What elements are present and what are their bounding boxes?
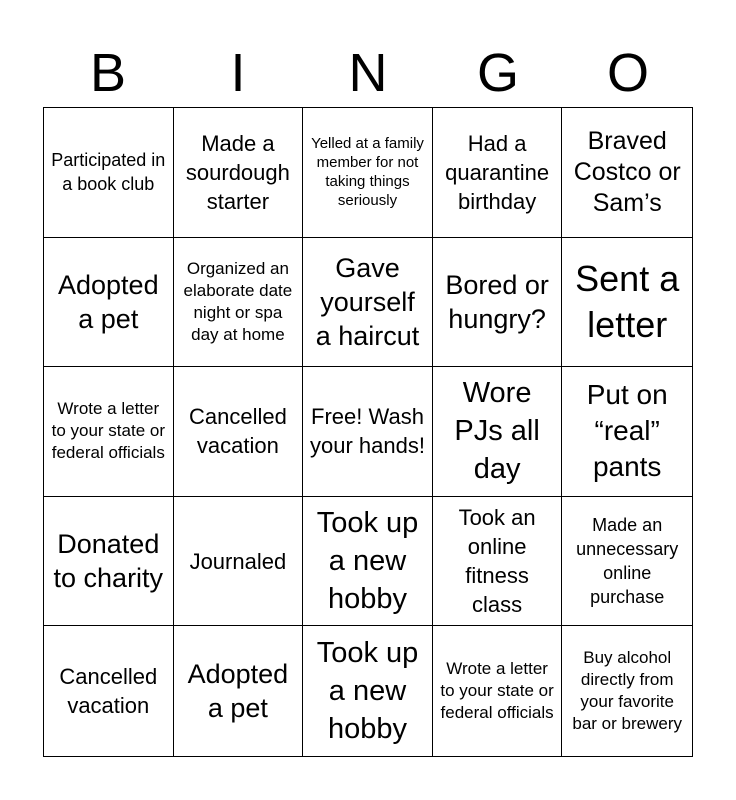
header-letter-g: G: [476, 43, 519, 103]
bingo-cell[interactable]: [44, 367, 174, 497]
free-space-cell[interactable]: [303, 367, 433, 497]
cell-text: Free! Wash your hands!: [310, 404, 425, 459]
cell-text: Took an online fitness class: [458, 505, 536, 618]
bingo-cell[interactable]: [174, 108, 304, 238]
bingo-cell[interactable]: [433, 626, 563, 756]
cell-text: Wore PJs all day: [454, 377, 540, 486]
bingo-cell[interactable]: [433, 367, 563, 497]
bingo-cell[interactable]: [303, 497, 433, 627]
header-letter-b: B: [89, 43, 127, 103]
cell-text: Sent a letter: [575, 257, 680, 345]
cell-text: Buy alcohol directly from your favorite bar or brewery: [572, 648, 682, 734]
header-letter-n: N: [348, 43, 388, 103]
cell-text: Took up a new hobby: [316, 507, 419, 616]
cell-text: Organized an elaborate date night or spa day at home: [183, 258, 293, 344]
cell-text: Braved Costco or Sam’s: [573, 126, 681, 217]
cell-text: Wrote a letter to your state or federal officials: [51, 399, 165, 463]
cell-text: Cancelled vacation: [188, 404, 287, 459]
bingo-cell[interactable]: [562, 626, 692, 756]
bingo-cell[interactable]: [174, 238, 304, 368]
bingo-cell[interactable]: [44, 497, 174, 627]
cell-text: Adopted a pet: [187, 659, 289, 724]
cell-text: Adopted a pet: [58, 269, 159, 334]
cell-text: Bored or hungry?: [445, 269, 549, 334]
cell-text: Made a sourdough starter: [185, 130, 290, 214]
bingo-cell[interactable]: [44, 108, 174, 238]
bingo-cell[interactable]: [174, 497, 304, 627]
cell-text: Cancelled vacation: [59, 664, 158, 719]
cell-text: Wrote a letter to your state or federal officials: [440, 659, 554, 723]
bingo-cell[interactable]: [44, 238, 174, 368]
cell-text: Made an unnecessary online purchase: [576, 515, 679, 608]
cell-text: Put on “real” pants: [586, 379, 668, 483]
bingo-header: [43, 40, 693, 106]
cell-text: Journaled: [189, 548, 287, 574]
bingo-board: [43, 107, 693, 757]
bingo-cell[interactable]: [303, 626, 433, 756]
header-letter-i: I: [230, 43, 246, 103]
cell-text: Gave yourself a haircut: [315, 252, 420, 351]
bingo-cell[interactable]: [562, 108, 692, 238]
cell-text: Had a quarantine birthday: [445, 130, 550, 214]
cell-text: Yelled at a family member for not taking things seriously: [311, 135, 424, 210]
bingo-cell[interactable]: [303, 108, 433, 238]
bingo-cell[interactable]: [433, 238, 563, 368]
bingo-cell[interactable]: [562, 367, 692, 497]
bingo-cell[interactable]: [433, 497, 563, 627]
bingo-cell[interactable]: [303, 238, 433, 368]
bingo-cell[interactable]: [562, 238, 692, 368]
cell-text: Donated to charity: [53, 529, 164, 594]
bingo-cell[interactable]: [174, 367, 304, 497]
bingo-cell[interactable]: [433, 108, 563, 238]
cell-text: Participated in a book club: [51, 150, 166, 195]
bingo-cell[interactable]: [44, 626, 174, 756]
bingo-cell[interactable]: [174, 626, 304, 756]
header-letter-o: O: [606, 43, 649, 103]
bingo-cell[interactable]: [562, 497, 692, 627]
cell-text: Took up a new hobby: [316, 637, 419, 746]
